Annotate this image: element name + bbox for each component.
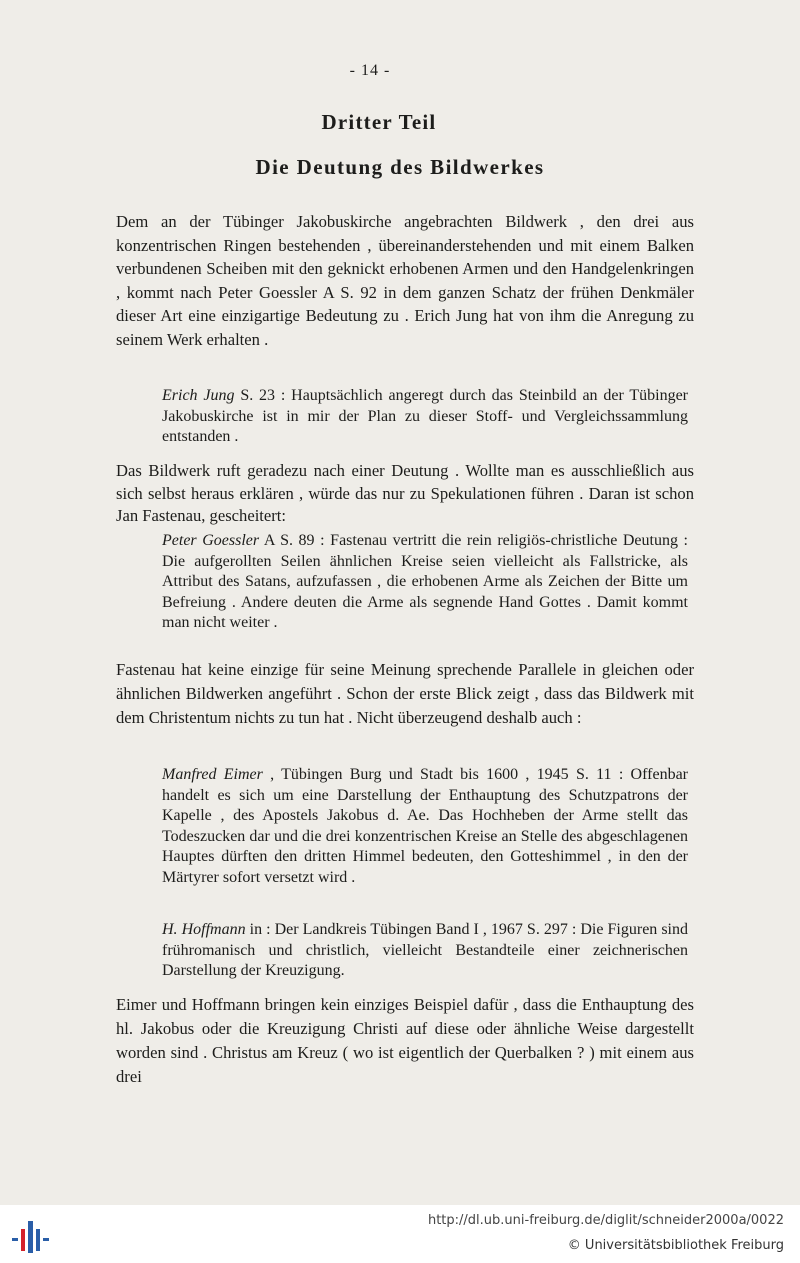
paragraph-eimer-hoffmann: Eimer und Hoffmann bringen kein einziges Beispiel dafür , dass die Enthauptung des hl. Jakobus oder die Kreuzigung Christi auf diese oder ähnliche Weise dargestellt worden sind . Christus am Kreuz ( wo ist eigentlich der Querbalken ? ) mit einem aus drei — [116, 995, 694, 1086]
quote-author: Erich Jung — [162, 387, 235, 404]
quote-text: in : Der Landkreis Tübingen Band I , 1967 S. 297 : Die Figuren sind frühromanisch und christlich, vielleicht Bestandteile einer zeichnerischen Darstellung der Kreuzigung. — [162, 921, 688, 979]
part-title: Dritter Teil — [321, 110, 437, 134]
copyright-notice: © Universitätsbibliothek Freiburg — [567, 1238, 784, 1253]
ub-freiburg-logo-icon[interactable] — [12, 1217, 52, 1257]
quote-author: Peter Goessler — [162, 532, 260, 549]
quote-author: H. Hoffmann — [162, 921, 246, 938]
paragraph-fastenau: Fastenau hat keine einzige für seine Meinung sprechende Parallele in gleichen oder ähnlichen Bildwerken angeführt . Schon der erste Blick zeigt , dass das Bildwerk mit dem Christentum nichts zu tun hat . Nicht überzeugend deshalb auch : — [116, 660, 694, 727]
viewer-footer — [0, 1205, 800, 1263]
quote-text: A S. 89 : Fastenau vertritt die rein religiös-christliche Deutung : Die aufgerollten Seilen ähnlichen Kreise seien vielleicht als Fallstricke, als Attribut des Satans, aufzufassen , die erhobenen Arme als Zeichen der Bitte um Befreiung . Andere deuten die Arme als segnende Hand Gottes . Damit kommt man nicht weiter . — [162, 532, 689, 631]
quote-hoffmann — [162, 920, 688, 982]
quote-text: S. 23 : Hauptsächlich angeregt durch das Steinbild an der Tübinger Jakobuskirche ist in mir der Plan zu dieser Stoff- und Vergleichssammlung entstanden . — [162, 387, 688, 445]
permalink-url[interactable]: http://dl.ub.uni-freiburg.de/diglit/schneider2000a/0022 — [427, 1213, 784, 1228]
paragraph-deutung: Das Bildwerk ruft geradezu nach einer Deutung . Wollte man es ausschließlich aus sich selbst heraus erklären , würde das nur zu Spekulationen führen . Daran ist schon Jan Fastenau, gescheitert: — [116, 461, 694, 525]
quote-eimer — [162, 765, 688, 888]
section-title: Die Deutung des Bildwerkes — [255, 155, 545, 179]
paragraph-intro: Dem an der Tübinger Jakobuskirche angebrachten Bildwerk , den drei aus konzentrischen Ringen bestehenden , übereinanderstehenden und mit einem Balken verbundenen Scheiben mit den geknickt erhobenen Armen und den Handgelenkringen , kommt nach Peter Goessler A S. 92 in dem ganzen Schatz der frühen Denkmäler dieser Art eine einzigartige Bedeutung zu . Erich Jung hat von ihm die Anregung zu seinem Werk erhalten . — [116, 212, 694, 349]
quote-text: , Tübingen Burg und Stadt bis 1600 , 1945 S. 11 : Offenbar handelt es sich um eine Darstellung der Enthauptung des Schutzpatrons der Kapelle , des Apostels Jakobus d. Ae. Das Hochheben der Arme stellt das Todeszucken dar und die drei konzentrischen Kreise an Stelle des abgeschlagenen Hauptes dürften den dritten Himmel bedeuten, den Gotteshimmel , in den der Märtyrer sofort versetzt wird . — [162, 766, 688, 886]
quote-author: Manfred Eimer — [162, 766, 263, 783]
page-number: - 14 - — [349, 62, 391, 79]
quote-jung — [162, 386, 688, 448]
quote-goessler — [162, 531, 688, 634]
